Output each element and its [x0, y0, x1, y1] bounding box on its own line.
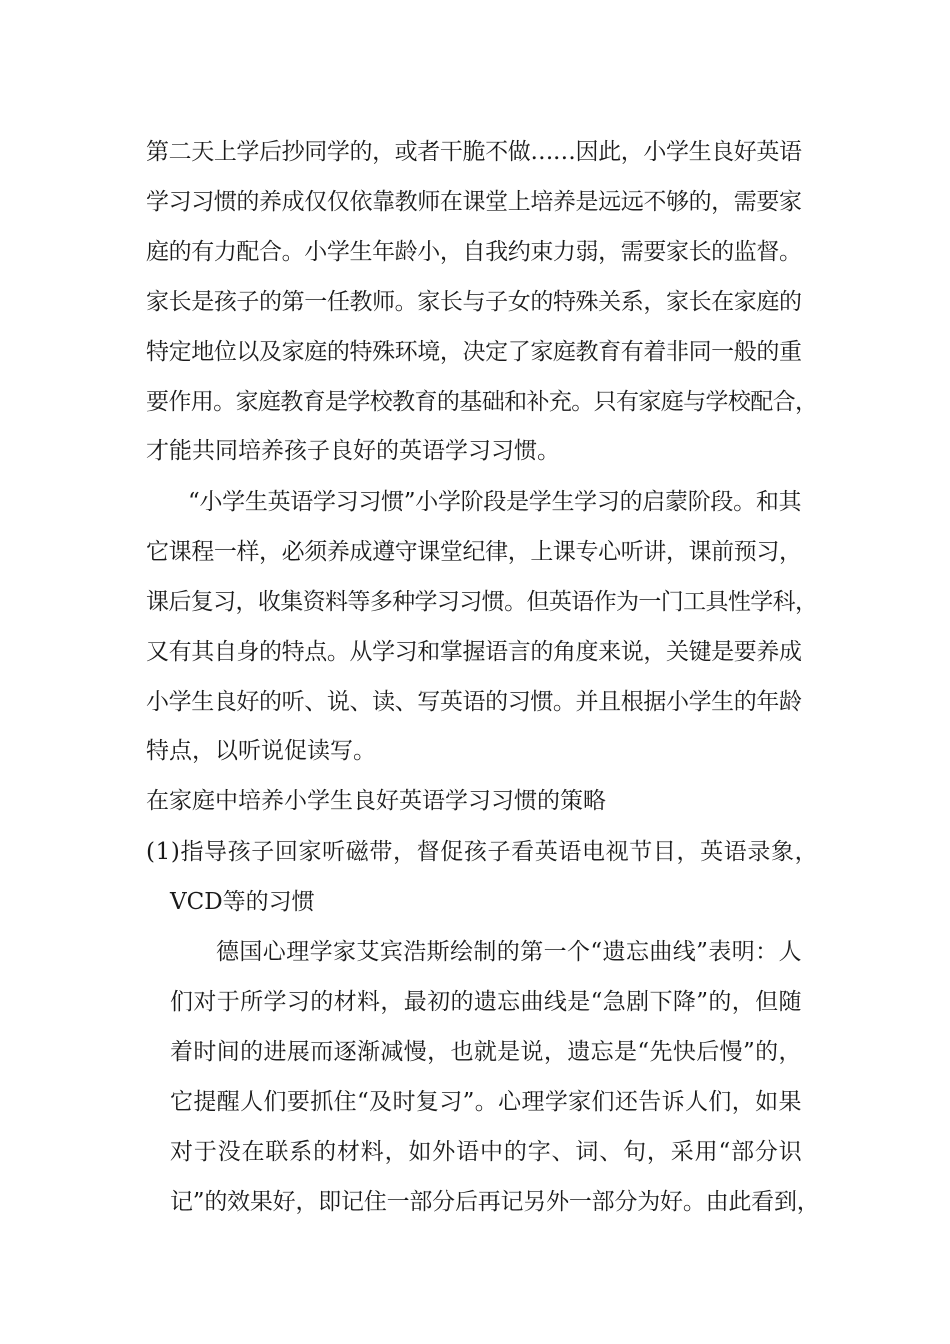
- text-line: 家长是孩子的第一任教师。家长与子女的特殊关系，家长在家庭的: [146, 289, 802, 315]
- text-line: 才能共同培养孩子良好的英语学习习惯。: [146, 438, 560, 464]
- text-line: 要作用。家庭教育是学校教育的基础和补充。只有家庭与学校配合，: [146, 389, 818, 415]
- text-line: 它提醒人们要抓住“及时复习”。心理学家们还告诉人们，如果: [170, 1089, 802, 1115]
- text-line: 它课程一样，必须养成遵守课堂纪律，上课专心听讲，课前预习，: [146, 539, 802, 565]
- text-line: 学习习惯的养成仅仅依靠教师在课堂上培养是远远不够的，需要家: [146, 189, 802, 215]
- text-line: 小学生良好的听、说、读、写英语的习惯。并且根据小学生的年龄: [146, 689, 802, 715]
- text-line: 对于没在联系的材料，如外语中的字、词、句，采用“部分识: [170, 1139, 803, 1165]
- list-item-heading: (1)指导孩子回家听磁带，督促孩子看英语电视节目，英语录象，: [146, 839, 819, 865]
- text-line: 着时间的进展而逐渐减慢，也就是说，遗忘是“先快后慢”的，: [170, 1039, 802, 1065]
- text-line: “小学生英语学习习惯”小学阶段是学生学习的启蒙阶段。和其: [188, 489, 802, 515]
- text-line: 德国心理学家艾宾浩斯绘制的第一个“遗忘曲线”表明：人: [216, 939, 802, 965]
- text-line: 们对于所学习的材料，最初的遗忘曲线是“急剧下降”的，但随: [170, 989, 802, 1015]
- text-line: 又有其自身的特点。从学习和掌握语言的角度来说，关键是要养成: [146, 639, 802, 665]
- text-line: 记”的效果好，即记住一部分后再记另外一部分为好。由此看到，: [170, 1189, 820, 1215]
- text-line: 特定地位以及家庭的特殊环境，决定了家庭教育有着非同一般的重: [146, 339, 802, 365]
- list-item-heading-cont: VCD等的习惯: [170, 889, 315, 915]
- text-line: 课后复习，收集资料等多种学习习惯。但英语作为一门工具性学科，: [146, 589, 818, 615]
- section-heading: 在家庭中培养小学生良好英语学习习惯的策略: [146, 788, 606, 814]
- text-line: 庭的有力配合。小学生年龄小，自我约束力弱，需要家长的监督。: [146, 239, 802, 265]
- text-line: 特点，以听说促读写。: [146, 738, 376, 764]
- text-line: 第二天上学后抄同学的，或者干脆不做……因此，小学生良好英语: [146, 139, 802, 165]
